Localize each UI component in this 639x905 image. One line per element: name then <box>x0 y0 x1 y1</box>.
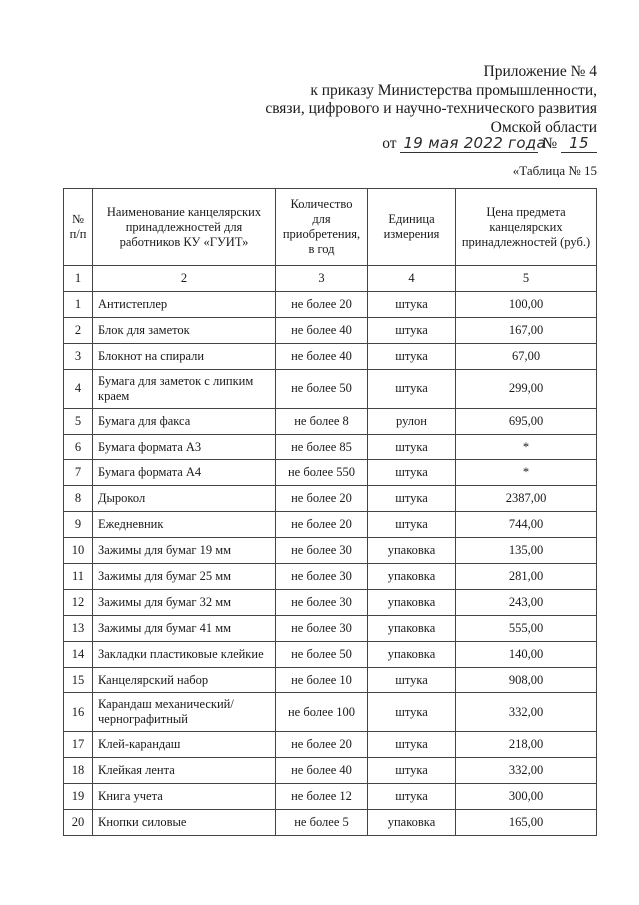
item-quantity: не более 40 <box>276 317 368 343</box>
item-price: 2387,00 <box>456 486 597 512</box>
col-header-quantity: Количество для приобретения, в год <box>276 189 368 266</box>
item-name: Бумага для факса <box>93 408 276 434</box>
row-number: 16 <box>64 693 93 732</box>
item-unit: штука <box>368 369 456 408</box>
item-unit: штука <box>368 486 456 512</box>
col-header-number: № п/п <box>64 189 93 266</box>
item-unit: штука <box>368 343 456 369</box>
column-number-row <box>64 266 597 292</box>
table-row <box>64 369 597 408</box>
item-unit: штука <box>368 758 456 784</box>
table-row <box>64 434 597 460</box>
item-quantity: не более 40 <box>276 758 368 784</box>
item-price: 167,00 <box>456 317 597 343</box>
item-name: Антистеплер <box>93 292 276 318</box>
row-number: 2 <box>64 317 93 343</box>
table-header-row <box>64 189 597 266</box>
item-quantity: не более 20 <box>276 486 368 512</box>
item-quantity: не более 12 <box>276 784 368 810</box>
item-unit: штука <box>368 693 456 732</box>
item-name: Дырокол <box>93 486 276 512</box>
table-row <box>64 538 597 564</box>
handwritten-date: 19 мая 2022 года <box>400 134 538 153</box>
row-number: 13 <box>64 615 93 641</box>
row-number: 11 <box>64 564 93 590</box>
table-row <box>64 810 597 836</box>
item-quantity: не более 30 <box>276 538 368 564</box>
table-row <box>64 292 597 318</box>
appendix-title: Приложение № 4 <box>483 63 597 80</box>
item-quantity: не более 5 <box>276 810 368 836</box>
table-body <box>64 292 597 836</box>
appendix-header <box>265 63 597 137</box>
col-header-unit: Единица измерения <box>368 189 456 266</box>
row-number: 9 <box>64 512 93 538</box>
item-name: Клей-карандаш <box>93 732 276 758</box>
item-unit: штука <box>368 512 456 538</box>
item-unit: штука <box>368 317 456 343</box>
item-name: Кнопки силовые <box>93 810 276 836</box>
item-quantity: не более 40 <box>276 343 368 369</box>
item-price: 744,00 <box>456 512 597 538</box>
item-unit: рулон <box>368 408 456 434</box>
row-number: 10 <box>64 538 93 564</box>
col-header-price: Цена предмета канцелярских принадлежностей (руб.) <box>456 189 597 266</box>
table-row <box>64 564 597 590</box>
row-number: 17 <box>64 732 93 758</box>
item-name: Блокнот на спирали <box>93 343 276 369</box>
row-number: 6 <box>64 434 93 460</box>
item-name: Зажимы для бумаг 19 мм <box>93 538 276 564</box>
handwritten-number: 15 <box>561 134 597 153</box>
order-reference-line-2: связи, цифрового и научно-технического развития <box>265 100 597 117</box>
item-unit: штука <box>368 460 456 486</box>
stationery-table <box>63 188 597 836</box>
item-price: 332,00 <box>456 758 597 784</box>
item-quantity: не более 8 <box>276 408 368 434</box>
table-row <box>64 343 597 369</box>
table-row <box>64 641 597 667</box>
item-quantity: не более 20 <box>276 732 368 758</box>
item-price: 555,00 <box>456 615 597 641</box>
item-quantity: не более 30 <box>276 564 368 590</box>
item-unit: упаковка <box>368 615 456 641</box>
item-name: Зажимы для бумаг 32 мм <box>93 589 276 615</box>
item-unit: упаковка <box>368 641 456 667</box>
col-number: 4 <box>368 266 456 292</box>
item-name: Бумага формата А4 <box>93 460 276 486</box>
table-row <box>64 460 597 486</box>
item-price: 67,00 <box>456 343 597 369</box>
row-number: 4 <box>64 369 93 408</box>
item-unit: штука <box>368 292 456 318</box>
row-number: 19 <box>64 784 93 810</box>
row-number: 8 <box>64 486 93 512</box>
table-row <box>64 615 597 641</box>
item-quantity: не более 50 <box>276 369 368 408</box>
item-price: * <box>456 460 597 486</box>
item-quantity: не более 30 <box>276 589 368 615</box>
row-number: 18 <box>64 758 93 784</box>
row-number: 12 <box>64 589 93 615</box>
item-quantity: не более 550 <box>276 460 368 486</box>
item-quantity: не более 85 <box>276 434 368 460</box>
from-label: от <box>382 135 397 152</box>
row-number: 20 <box>64 810 93 836</box>
item-unit: штука <box>368 784 456 810</box>
item-unit: штука <box>368 667 456 693</box>
item-unit: штука <box>368 434 456 460</box>
item-price: 332,00 <box>456 693 597 732</box>
item-name: Ежедневник <box>93 512 276 538</box>
row-number: 3 <box>64 343 93 369</box>
item-quantity: не более 10 <box>276 667 368 693</box>
order-reference-line-3: Омской области <box>490 118 597 136</box>
col-number: 5 <box>456 266 597 292</box>
item-name: Карандаш механический/чернографитный <box>93 693 276 732</box>
item-name: Блок для заметок <box>93 317 276 343</box>
item-name: Закладки пластиковые клейкие <box>93 641 276 667</box>
item-name: Книга учета <box>93 784 276 810</box>
item-price: 908,00 <box>456 667 597 693</box>
item-price: 243,00 <box>456 589 597 615</box>
table-row <box>64 693 597 732</box>
item-unit: упаковка <box>368 589 456 615</box>
col-number: 3 <box>276 266 368 292</box>
item-price: 135,00 <box>456 538 597 564</box>
row-number: 1 <box>64 292 93 318</box>
item-price: 218,00 <box>456 732 597 758</box>
order-reference-line-1: к приказу Министерства промышленности, <box>310 81 597 99</box>
order-date-number <box>382 134 597 153</box>
col-number: 2 <box>93 266 276 292</box>
item-name: Канцелярский набор <box>93 667 276 693</box>
row-number: 5 <box>64 408 93 434</box>
table-row <box>64 317 597 343</box>
item-price: * <box>456 434 597 460</box>
item-quantity: не более 20 <box>276 292 368 318</box>
table-row <box>64 589 597 615</box>
item-name: Зажимы для бумаг 25 мм <box>93 564 276 590</box>
row-number: 15 <box>64 667 93 693</box>
row-number: 7 <box>64 460 93 486</box>
item-price: 100,00 <box>456 292 597 318</box>
item-price: 300,00 <box>456 784 597 810</box>
item-quantity: не более 20 <box>276 512 368 538</box>
item-name: Бумага формата А3 <box>93 434 276 460</box>
item-price: 695,00 <box>456 408 597 434</box>
table-caption: «Таблица № 15 <box>512 163 597 178</box>
row-number: 14 <box>64 641 93 667</box>
item-unit: упаковка <box>368 538 456 564</box>
item-unit: упаковка <box>368 810 456 836</box>
col-number: 1 <box>64 266 93 292</box>
item-name: Зажимы для бумаг 41 мм <box>93 615 276 641</box>
table-row <box>64 784 597 810</box>
item-name: Бумага для заметок с липким краем <box>93 369 276 408</box>
item-quantity: не более 50 <box>276 641 368 667</box>
number-label: № <box>542 135 558 152</box>
item-quantity: не более 100 <box>276 693 368 732</box>
item-price: 299,00 <box>456 369 597 408</box>
table-row <box>64 758 597 784</box>
item-price: 281,00 <box>456 564 597 590</box>
item-price: 140,00 <box>456 641 597 667</box>
item-name: Клейкая лента <box>93 758 276 784</box>
item-quantity: не более 30 <box>276 615 368 641</box>
item-unit: упаковка <box>368 564 456 590</box>
col-header-name: Наименование канцелярских принадлежностей для работников КУ «ГУИТ» <box>93 189 276 266</box>
table-row <box>64 667 597 693</box>
item-price: 165,00 <box>456 810 597 836</box>
table-row <box>64 512 597 538</box>
item-unit: штука <box>368 732 456 758</box>
table-row <box>64 486 597 512</box>
table-row <box>64 408 597 434</box>
table-row <box>64 732 597 758</box>
